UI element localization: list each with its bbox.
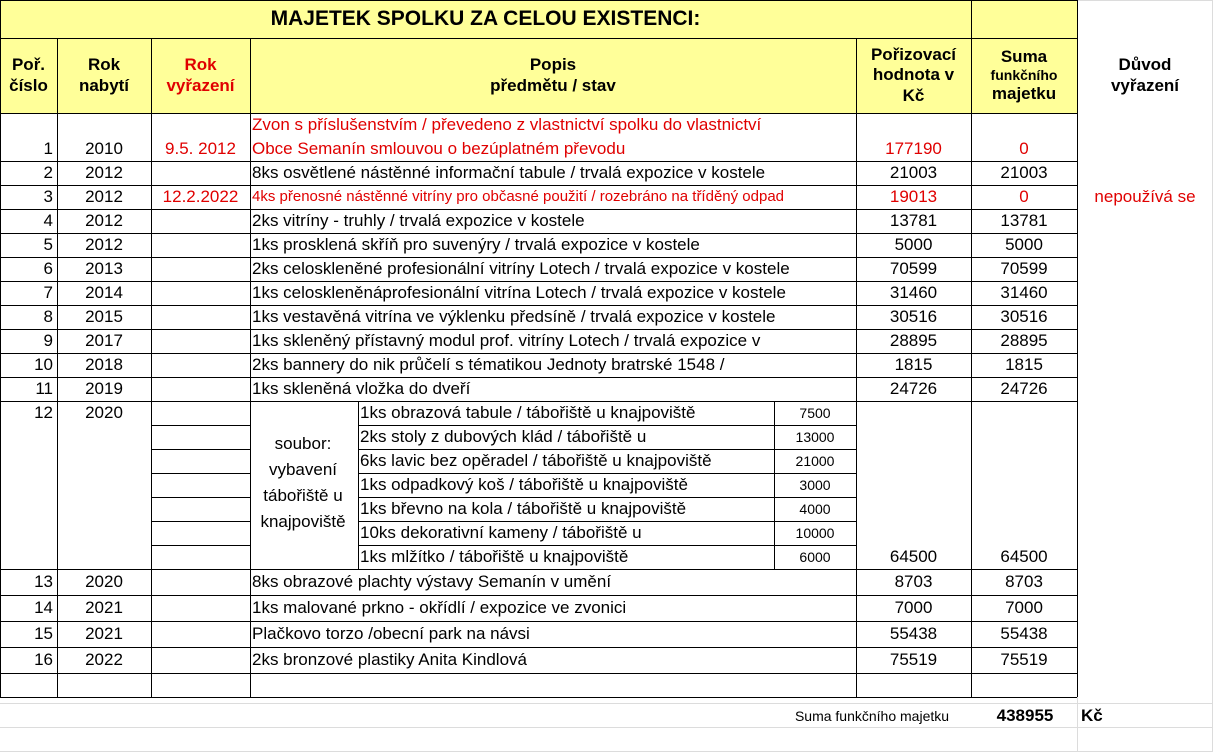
grid-h (0, 595, 1077, 596)
row-asset-sum: 70599 (1000, 259, 1048, 278)
row-number: 10 (34, 355, 53, 374)
row-year: 2012 (85, 211, 123, 230)
row-number: 3 (43, 187, 53, 206)
header-suma (971, 38, 1077, 113)
grid-h (358, 545, 856, 546)
header-nabyti-line: Rok (87, 55, 121, 75)
grid-v (250, 38, 251, 697)
grid-h (358, 449, 856, 450)
row-asset-sum: 1815 (1005, 355, 1043, 374)
row-year: 2012 (85, 187, 123, 206)
row-asset-sum: 21003 (1000, 163, 1048, 182)
set-item-value: 21000 (795, 453, 835, 469)
grid-h (0, 621, 1077, 622)
row-purchase-value: 13781 (889, 211, 938, 230)
row-purchase-value: 70599 (889, 259, 938, 278)
row-purchase-value: 5000 (894, 235, 933, 254)
row-number: 16 (34, 650, 53, 669)
row-number: 13 (34, 572, 53, 591)
row-year: 2014 (85, 283, 123, 302)
row-description: 1ks celoskleněnáprofesionální vitrína Lotech / trvalá expozice v kostele (252, 283, 786, 302)
grid-h (0, 38, 1077, 39)
row-number: 2 (43, 163, 53, 182)
sheet-title: MAJETEK SPOLKU ZA CELOU EXISTENCI: (270, 7, 701, 30)
set-label (250, 431, 356, 541)
set-item-value: 3000 (799, 477, 831, 493)
grid-v (1077, 0, 1078, 697)
row-year: 2017 (85, 331, 123, 350)
grid-v (856, 38, 857, 697)
grid-h (0, 0, 1077, 1)
grid-h (358, 521, 856, 522)
row-number: 1 (43, 139, 53, 158)
row-asset-sum: 0 (1019, 139, 1029, 158)
row-year: 2015 (85, 307, 123, 326)
row-asset-sum: 75519 (1000, 650, 1048, 669)
grid-h (0, 185, 1077, 186)
set-item-value: 6000 (799, 549, 831, 565)
row-purchase-value: 31460 (889, 283, 938, 302)
row-purchase-value: 7000 (894, 598, 933, 617)
row-asset-sum: 5000 (1005, 235, 1043, 254)
header-porizovaci (856, 38, 971, 113)
grid-v (0, 38, 1, 697)
row-purchase-value: 8703 (894, 572, 933, 591)
row-year: 2010 (85, 139, 123, 158)
grid-h (0, 257, 1077, 258)
grid-v (358, 401, 359, 569)
row-asset-sum: 31460 (1000, 283, 1048, 302)
grid-v (971, 0, 972, 697)
grid-h (0, 377, 1077, 378)
header-vyrazeni-line: Rok (184, 55, 217, 75)
row-asset-sum: 8703 (1005, 572, 1043, 591)
set-label-line: knajpoviště (260, 512, 346, 531)
row-number: 15 (34, 624, 53, 643)
grid-v (0, 0, 1, 38)
grid-h (151, 521, 250, 522)
row-description: 2ks vitríny - truhly / trvalá expozice v kostele (252, 211, 585, 230)
header-suma-line: majetku (991, 83, 1057, 103)
footer-total: 438955 (996, 706, 1054, 725)
grid-h (0, 569, 1077, 570)
row-removal-year: 12.2.2022 (162, 187, 239, 206)
header-porizovaci-line: Kč (902, 85, 925, 105)
row-description: 1ks vestavěná vitrína ve výklenku předsíně / trvalá expozice v kostele (252, 307, 776, 326)
row-description: 2ks celoskleněné profesionální vitríny Lotech / trvalá expozice v kostele (252, 259, 790, 278)
grid-h (151, 497, 250, 498)
row-purchase-value: 21003 (889, 163, 938, 182)
row-removal-year (151, 257, 250, 281)
header-popis-line: Popis (529, 55, 577, 75)
set-item-value: 13000 (795, 429, 835, 445)
set-item-value: 4000 (799, 501, 831, 517)
header-vyrazeni (151, 38, 250, 113)
row-asset-sum: 55438 (1000, 624, 1048, 643)
row-purchase-value: 30516 (889, 307, 938, 326)
row-removal-year (151, 209, 250, 233)
row-year: 2020 (85, 572, 123, 591)
row-asset-sum: 7000 (1005, 598, 1043, 617)
grid-h (0, 233, 1077, 234)
set-label-line: soubor: (274, 434, 332, 453)
row-year: 2018 (85, 355, 123, 374)
row-purchase-value: 55438 (889, 624, 938, 643)
row-year: 2012 (85, 235, 123, 254)
row-number: 14 (34, 598, 53, 617)
row-asset-sum: 0 (1019, 187, 1029, 206)
header-popis-line: předmětu / stav (490, 75, 616, 95)
set-item-description: 10ks dekorativní kameny / tábořiště u (360, 523, 642, 542)
grid-v (774, 401, 775, 569)
row-description: 8ks obrazové plachty výstavy Semanín v umění (252, 572, 612, 591)
grid-h (358, 425, 856, 426)
row-purchase-value: 24726 (889, 379, 938, 398)
grid-v (151, 38, 152, 697)
row-description: Plačkovo torzo /obecní park na návsi (252, 624, 530, 643)
grid-h (0, 329, 1077, 330)
row-description: 1ks malované prkno - okřídlí / expozice ve zvonici (252, 598, 627, 617)
row-removal-year (151, 233, 250, 257)
row-year: 2012 (85, 163, 123, 182)
set-item-description: 1ks odpadkový koš / tábořiště u knajpoviště (360, 475, 688, 494)
header-nabyti-line: nabytí (78, 75, 130, 95)
set-label-line: tábořiště u (263, 486, 343, 505)
row-description: 8ks osvětlené nástěnné informační tabule / trvalá expozice v kostele (252, 163, 766, 182)
row-year: 2013 (85, 259, 123, 278)
row-year: 2019 (85, 379, 123, 398)
grid-h (358, 401, 856, 402)
grid-h (0, 647, 1077, 648)
header-porizovaci-line: hodnota v (872, 65, 955, 85)
set-item-description: 6ks lavic bez opěradel / tábořiště u knajpoviště (360, 451, 712, 470)
row-number: 6 (43, 259, 53, 278)
row-year: 2021 (85, 624, 123, 643)
row-number: 8 (43, 307, 53, 326)
row-description: 2ks bannery do nik průčelí s tématikou Jednoty bratrské 1548 / (252, 355, 725, 374)
row-description: 1ks prosklená skříň pro suvenýry / trvalá expozice v kostele (252, 235, 700, 254)
row-purchase-value: 28895 (889, 331, 938, 350)
row-purchase-value: 1815 (894, 355, 933, 374)
header-popis (250, 38, 856, 113)
footer-currency: Kč (1081, 706, 1103, 725)
header-vyrazeni-line: vyřazení (166, 75, 235, 95)
row-removal-reason: nepoužívá se (1094, 187, 1196, 206)
grid-h (0, 113, 1077, 114)
grid-h (0, 281, 1077, 282)
row-purchase-value: 19013 (889, 187, 938, 206)
row-number: 12 (34, 403, 53, 422)
header-por-line: číslo (9, 75, 48, 95)
row-description: Obce Semanín smlouvou o bezúplatném převodu (252, 139, 626, 158)
row-removal-year (151, 281, 250, 305)
footer-label: Suma funkčního majetku (794, 708, 950, 724)
row-description: Zvon s příslušenstvím / převedeno z vlastnictví spolku do vlastnictví (252, 115, 762, 134)
row-description: 2ks bronzové plastiky Anita Kindlová (252, 650, 527, 669)
header-por (0, 38, 57, 113)
grid-h (151, 473, 250, 474)
header-por-line: Poř. (11, 55, 46, 75)
row-description: 4ks přenosné nástěnné vitríny pro občasné použití / rozebráno na tříděný odpad (252, 188, 785, 205)
row-removal-year (151, 161, 250, 185)
header-porizovaci-line: Pořizovací (870, 44, 957, 64)
row-number: 11 (35, 379, 53, 398)
row-removal-year (151, 329, 250, 353)
set-label-line: vybavení (268, 460, 338, 479)
row-asset-sum: 64500 (1000, 547, 1048, 566)
set-item-description: 1ks břevno na kola / tábořiště u knajpoviště (360, 499, 687, 518)
header-nabyti (57, 38, 151, 113)
set-item-description: 1ks obrazová tabule / tábořiště u knajpoviště (360, 403, 696, 422)
grid-h (151, 545, 250, 546)
row-purchase-value: 64500 (889, 547, 938, 566)
row-number: 5 (43, 235, 53, 254)
row-description: 1ks skleněná vložka do dveří (252, 379, 471, 398)
row-removal-year (151, 377, 250, 401)
row-purchase-value: 75519 (889, 650, 938, 669)
row-removal-year (151, 353, 250, 377)
set-item-description: 2ks stoly z dubových klád / tábořiště u (360, 427, 647, 446)
row-number: 4 (43, 211, 53, 230)
row-number: 9 (43, 331, 53, 350)
row-year: 2020 (85, 403, 123, 422)
row-asset-sum: 24726 (1000, 379, 1048, 398)
row-asset-sum: 28895 (1000, 331, 1048, 350)
row-purchase-value: 177190 (885, 139, 942, 158)
grid-h (0, 305, 1077, 306)
row-asset-sum: 30516 (1000, 307, 1048, 326)
set-item-description: 1ks mlžítko / tábořiště u knajpoviště (360, 547, 629, 566)
grid-h (0, 697, 1077, 698)
header-duvod-line: vyřazení (1110, 75, 1180, 95)
grid-h (151, 425, 250, 426)
grid-h (0, 673, 1077, 674)
set-item-value: 10000 (795, 525, 835, 541)
grid-h (0, 209, 1077, 210)
row-removal-year (151, 305, 250, 329)
grid-h (358, 497, 856, 498)
header-duvod-line: Důvod (1118, 55, 1172, 75)
grid-h (0, 353, 1077, 354)
row-description: 1ks skleněný přístavný modul prof. vitríny Lotech / trvalá expozice v (252, 331, 761, 350)
row-asset-sum: 13781 (1000, 211, 1048, 230)
grid-h (151, 449, 250, 450)
grid-h (0, 161, 1077, 162)
row-number: 7 (43, 283, 53, 302)
grid-h (358, 473, 856, 474)
header-duvod (1077, 38, 1213, 113)
grid-h (1077, 0, 1213, 1)
grid-v (57, 38, 58, 697)
row-year: 2021 (85, 598, 123, 617)
row-removal-year: 9.5. 2012 (165, 139, 236, 158)
header-suma-line: funkčního (990, 67, 1058, 84)
set-item-value: 7500 (799, 405, 831, 421)
header-suma-line: Suma (1000, 46, 1048, 66)
row-year: 2022 (85, 650, 123, 669)
